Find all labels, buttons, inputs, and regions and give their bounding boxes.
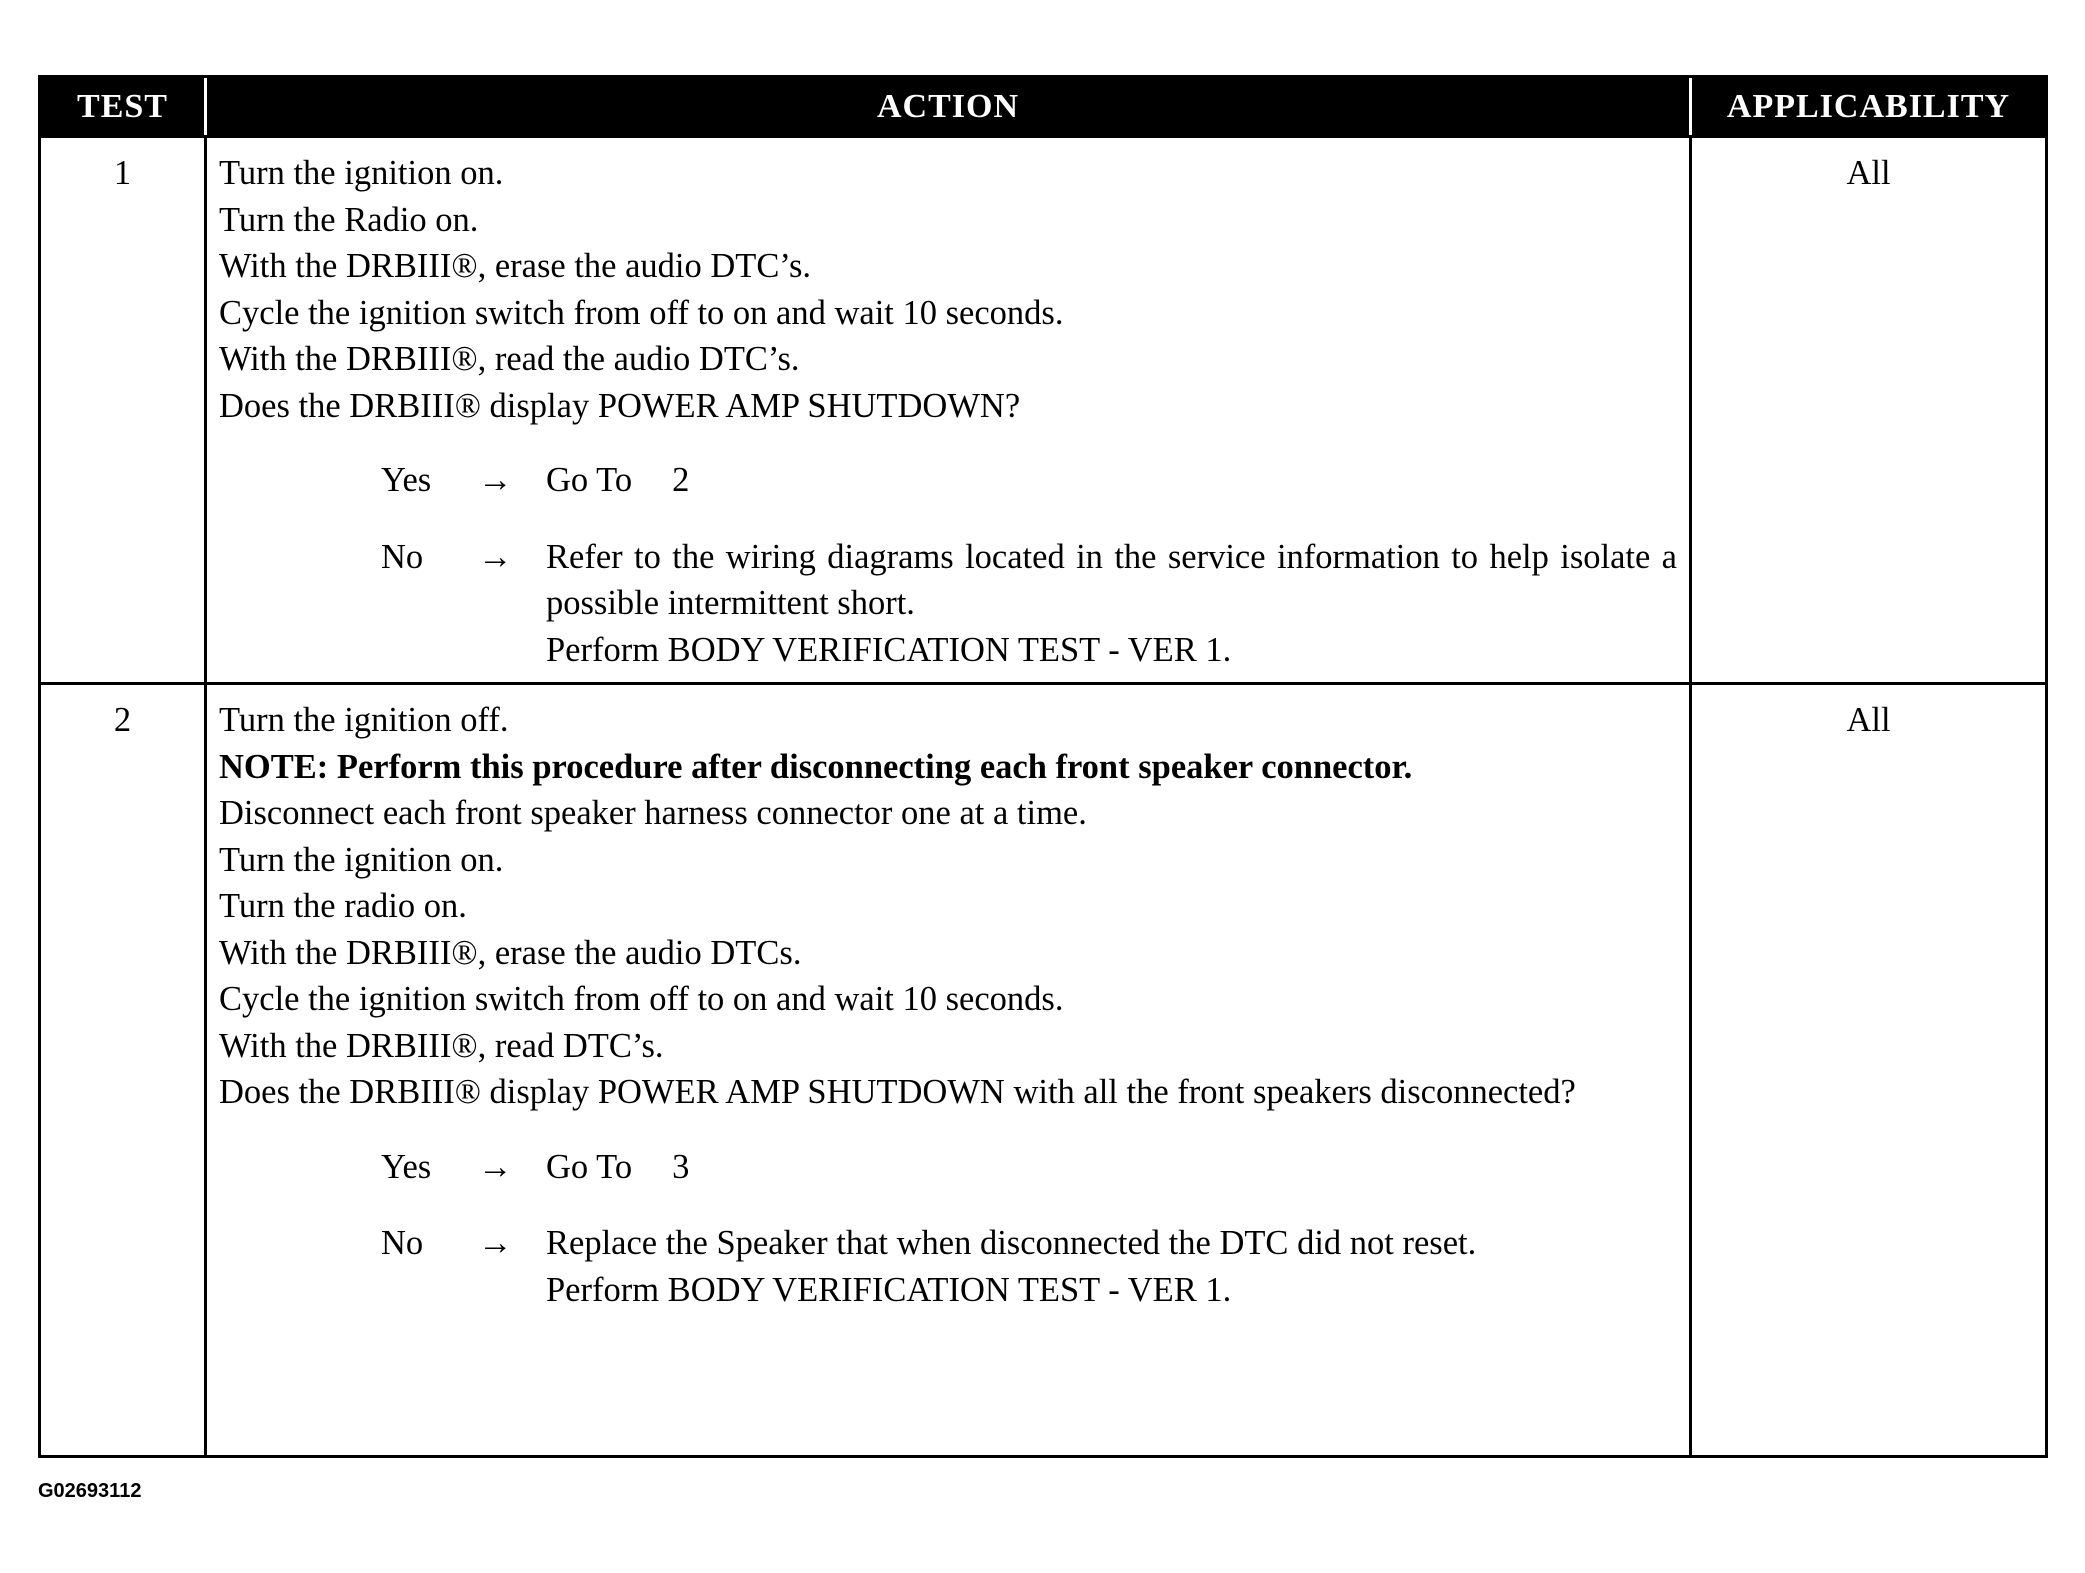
step: With the DRBIII®, read DTC’s. bbox=[219, 1026, 664, 1065]
applicability-value: All bbox=[1846, 154, 1891, 192]
choice-no bbox=[219, 534, 1677, 674]
choice-label: No bbox=[381, 1224, 424, 1262]
step: With the DRBIII®, read the audio DTC’s. bbox=[219, 340, 800, 378]
perform-test: Perform BODY VERIFICATION TEST - VER 1. bbox=[546, 630, 1232, 669]
choice-result bbox=[546, 1144, 1677, 1191]
step: With the DRBIII®, erase the audio DTCs. bbox=[219, 933, 802, 972]
table-row-test-2 bbox=[41, 682, 2045, 1455]
header-test: TEST bbox=[41, 78, 207, 135]
header-action: ACTION bbox=[207, 78, 1692, 135]
step: Does the DRBIII® display POWER AMP SHUTDOWN? bbox=[219, 386, 1021, 425]
arrow-icon: → bbox=[478, 537, 513, 576]
test-number: 2 bbox=[41, 685, 207, 1455]
goto-number: 2 bbox=[672, 461, 690, 499]
choice-label: Yes bbox=[381, 461, 432, 499]
choice-result bbox=[546, 457, 1677, 504]
note-text: NOTE: Perform this procedure after disconnecting each front speaker connector. bbox=[219, 747, 1413, 786]
choice-no bbox=[219, 1220, 1677, 1313]
step: Turn the ignition off. bbox=[219, 701, 509, 739]
choices bbox=[219, 457, 1677, 673]
goto-number: 3 bbox=[672, 1147, 690, 1186]
question: Does the DRBIII® display POWER AMP SHUTDOWN with all the front speakers disconnected? bbox=[219, 1073, 1576, 1111]
goto-text: Go To bbox=[546, 461, 633, 499]
perform-test: Perform BODY VERIFICATION TEST - VER 1. bbox=[546, 1270, 1232, 1309]
step: Disconnect each front speaker harness connector one at a time. bbox=[219, 794, 1087, 832]
table-header-row bbox=[41, 78, 2045, 135]
step: Turn the ignition on. bbox=[219, 154, 504, 192]
figure-id: G02693112 bbox=[38, 1480, 142, 1502]
no-result-text: Refer to the wiring diagrams located in the service information to help isolate a possible intermittent short. bbox=[546, 537, 1677, 622]
choice-yes bbox=[219, 457, 1677, 504]
choice-result bbox=[546, 1220, 1677, 1313]
table-row-test-1 bbox=[41, 135, 2045, 682]
no-result-text: Replace the Speaker that when disconnected the DTC did not reset. bbox=[546, 1224, 1477, 1262]
choice-result bbox=[546, 534, 1677, 674]
action-cell bbox=[207, 685, 1692, 1455]
choice-label: No bbox=[381, 537, 424, 576]
action-steps bbox=[219, 697, 1677, 1313]
header-applicability: APPLICABILITY bbox=[1726, 87, 2011, 125]
arrow-icon: → bbox=[478, 461, 513, 499]
choice-yes bbox=[219, 1144, 1677, 1191]
step: Turn the Radio on. bbox=[219, 200, 479, 239]
diagnostic-test-table bbox=[38, 75, 2048, 1458]
action-steps bbox=[219, 150, 1677, 673]
step: Turn the radio on. bbox=[219, 887, 467, 925]
step: Cycle the ignition switch from off to on and wait 10 seconds. bbox=[219, 980, 1064, 1018]
choice-label: Yes bbox=[381, 1147, 432, 1186]
step: With the DRBIII®, erase the audio DTC’s. bbox=[219, 247, 812, 285]
choices bbox=[219, 1144, 1677, 1314]
goto-text: Go To bbox=[546, 1147, 633, 1186]
arrow-icon: → bbox=[478, 1147, 513, 1186]
step: Turn the ignition on. bbox=[219, 840, 504, 879]
applicability-value: All bbox=[1846, 701, 1891, 739]
test-number: 1 bbox=[41, 138, 207, 682]
action-cell bbox=[207, 138, 1692, 682]
arrow-icon: → bbox=[478, 1224, 513, 1262]
step: Cycle the ignition switch from off to on and wait 10 seconds. bbox=[219, 293, 1064, 332]
